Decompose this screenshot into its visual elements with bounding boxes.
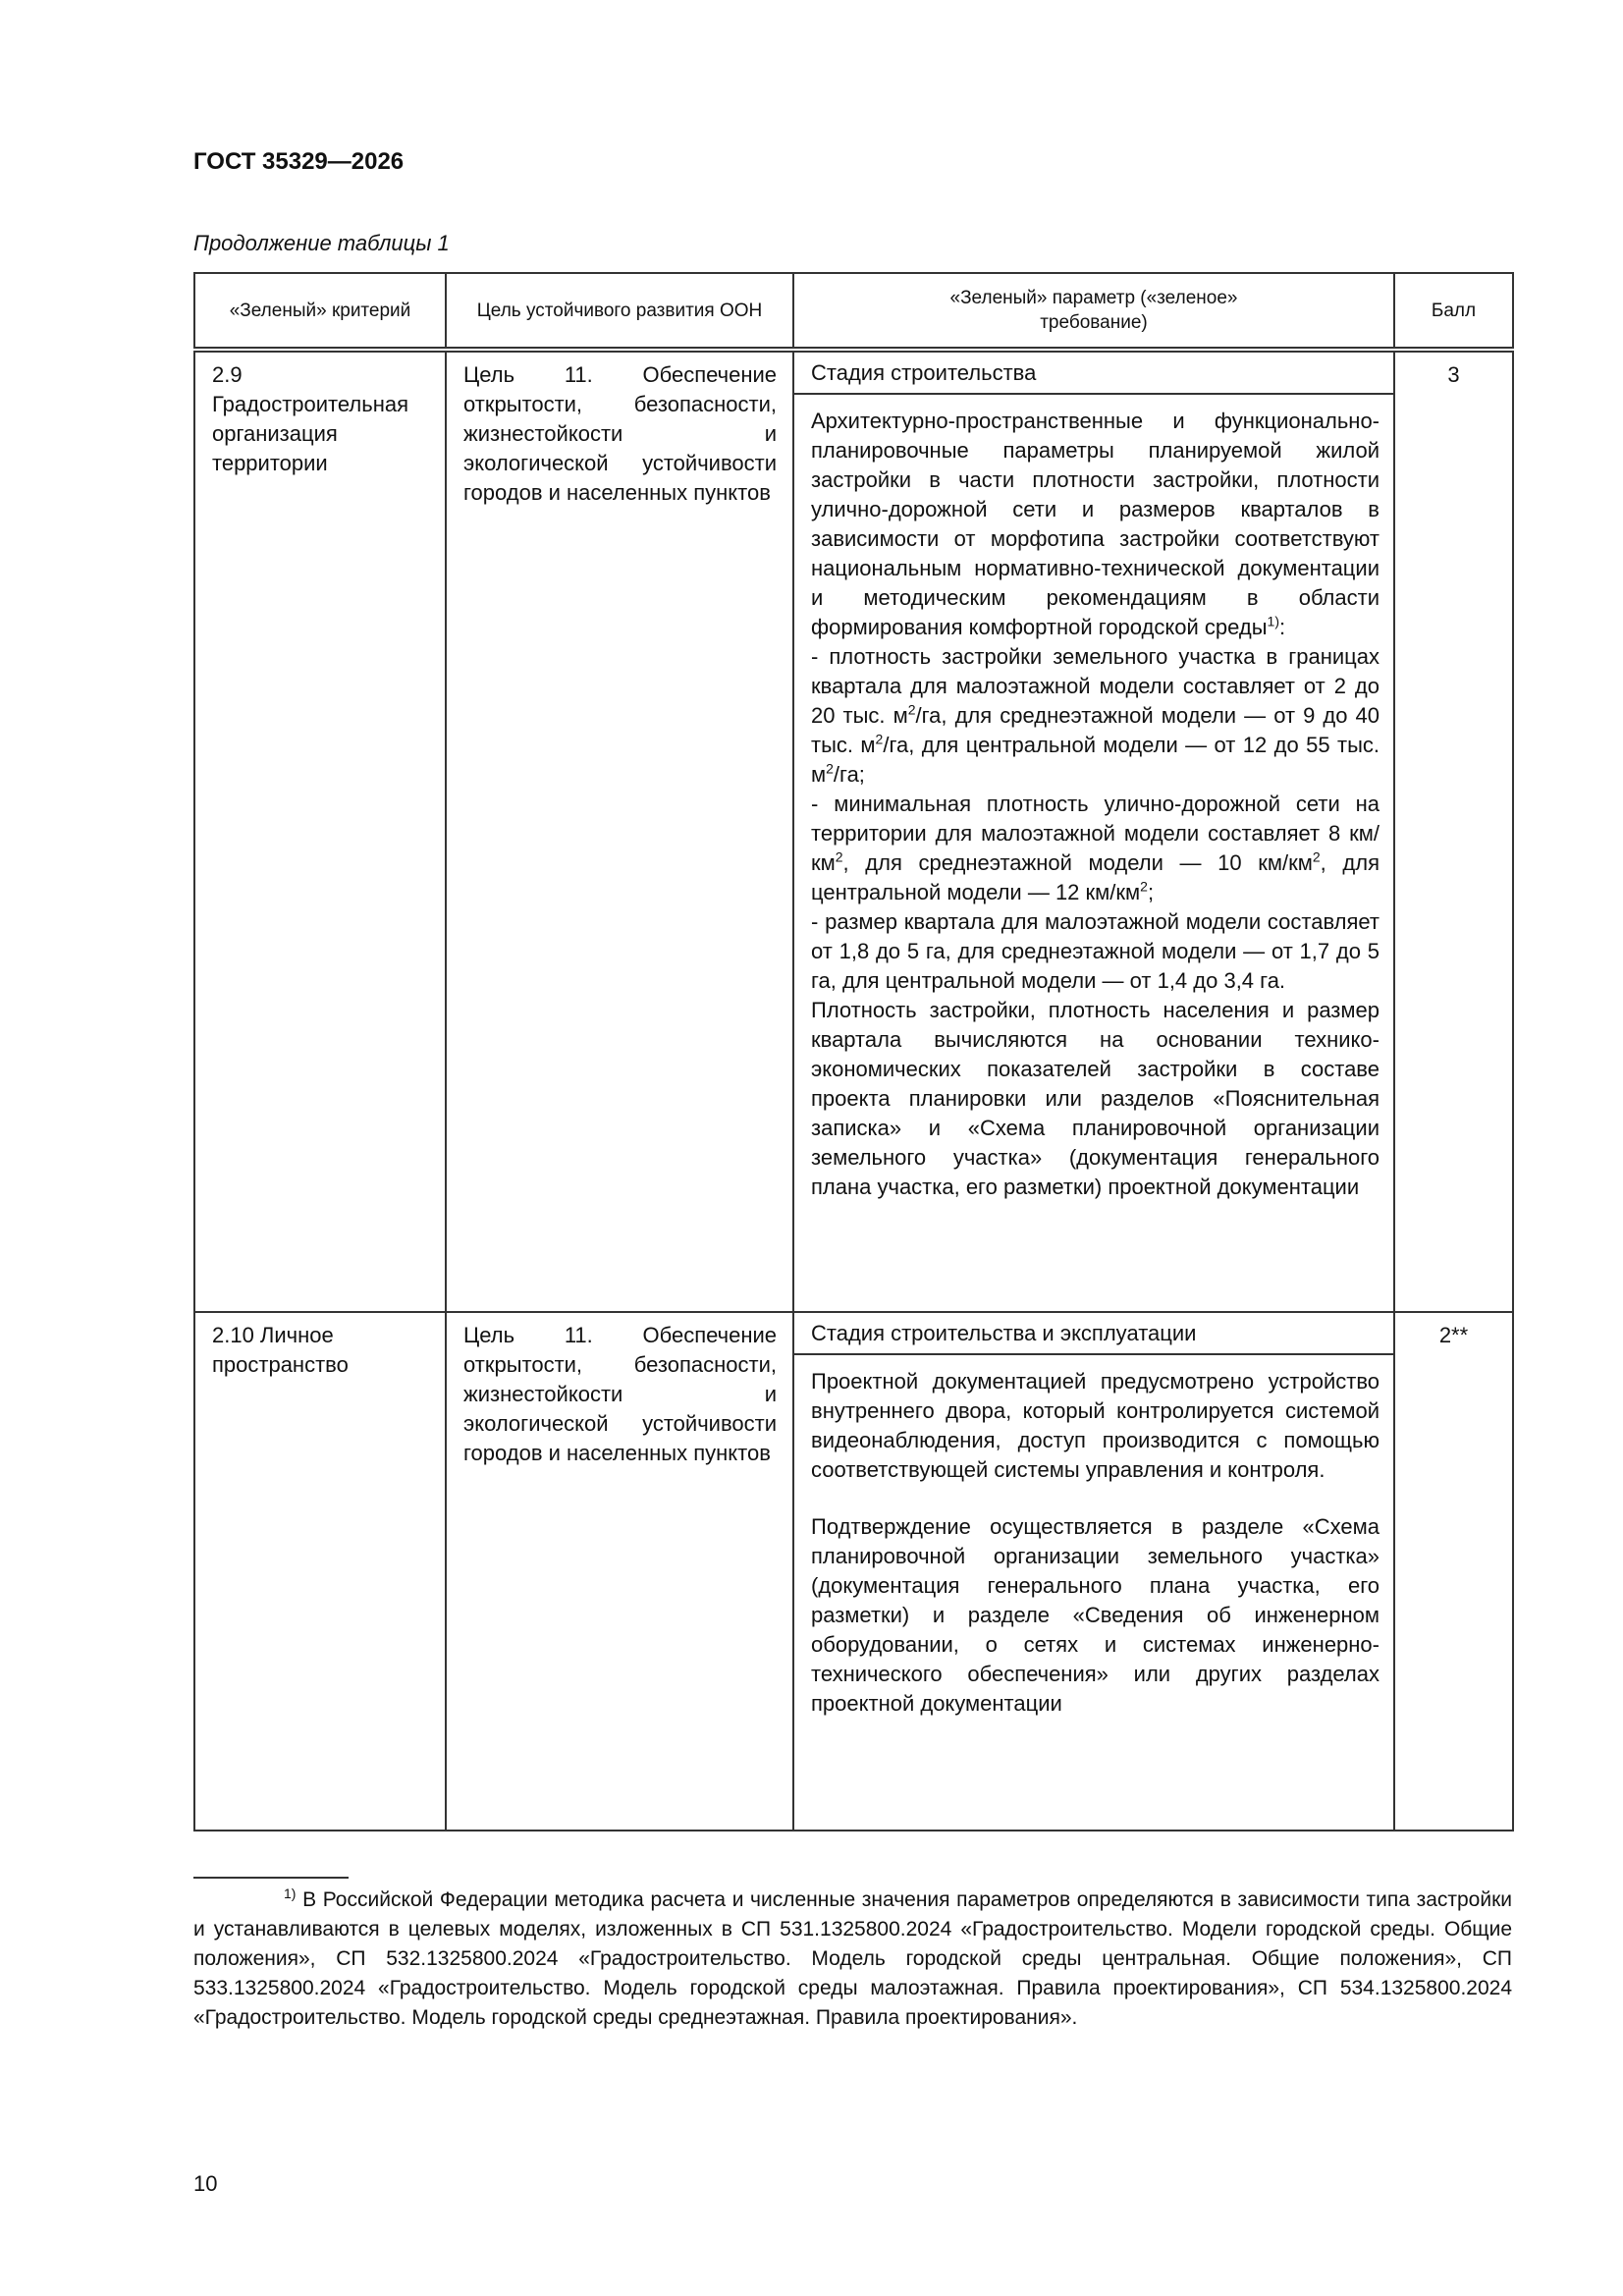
green-criteria-table bbox=[193, 272, 1514, 1831]
parameter-paragraph: Проектной документацией предусмотрено устройство внутреннего двора, который контролируется системой видеонаблюдения, доступ производится с помощью соответствующей системы управления и контроля. bbox=[811, 1369, 1380, 1482]
score-cell bbox=[1394, 350, 1513, 1312]
calculation-note: Плотность застройки, плотность населения и размер квартала вычисляются на основании технико-экономических показателей застройки в составе проекта планировки или разделов «Пояснительная записка» и «Схема планировочной организации земельного участка» (документация генерального плана участка, его разметки) проектной документации bbox=[811, 998, 1380, 1199]
goal-text: Цель 11. Обеспечение открытости, безопасности, жизнестойкости и экологической устойчивости городов и населенных пунктов bbox=[463, 362, 777, 505]
table-continuation-caption: Продолжение таблицы 1 bbox=[193, 231, 450, 255]
criterion-cell bbox=[194, 350, 446, 1312]
parameter-text bbox=[794, 1355, 1393, 1724]
parameter-cell bbox=[793, 350, 1394, 1312]
footnote bbox=[193, 1886, 1512, 2033]
table-row bbox=[194, 350, 1513, 1312]
table-row bbox=[194, 1312, 1513, 1831]
parameter-text bbox=[794, 395, 1393, 1208]
goal-cell bbox=[446, 350, 793, 1312]
footnote-reference: 1) bbox=[1267, 613, 1279, 629]
column-header-criterion: «Зеленый» критерий bbox=[194, 273, 446, 350]
parameter-cell bbox=[793, 1312, 1394, 1831]
block-size-item: - размер квартала для малоэтажной модели составляет от 1,8 до 5 га, для среднеэтажной модели — от 1,7 до 5 га, для центральной модели — от 1,4 до 3,4 га. bbox=[811, 909, 1380, 993]
parameter-intro: Архитектурно-пространственные и функционально-планировочные параметры планируемой жилой застройки в части плотности застройки, плотности улично-дорожной сети и размеров кварталов в зависимости от морфотипа застройки соответствуют национальным нормативно-технической документации и методическим рекомендациям в области формирования комфортной городской среды$^{1)}$: bbox=[811, 409, 1380, 639]
column-header-score: Балл bbox=[1394, 273, 1513, 350]
table-header-row bbox=[194, 273, 1513, 350]
column-header-goal: Цель устойчивого развития ООН bbox=[446, 273, 793, 350]
stage-label: Стадия строительства и эксплуатации bbox=[794, 1313, 1393, 1355]
footnote-separator bbox=[193, 1877, 349, 1879]
goal-text: Цель 11. Обеспечение открытости, безопасности, жизнестойкости и экологической устойчивости городов и населенных пунктов bbox=[463, 1323, 777, 1465]
building-density-item: - плотность застройки земельного участка в границах квартала для малоэтажной модели составляет от 2 до 20 тыс. $м^2/га$, для среднеэтажной модели — от 9 до 40 тыс. $м^2/га$, для центральной модели — от 12 до 55 тыс. $м^2/га$; bbox=[811, 644, 1380, 787]
column-header-parameter: «Зеленый» параметр («зеленое» требование) bbox=[793, 273, 1394, 350]
stage-label: Стадия строительства bbox=[794, 353, 1393, 395]
page-number: 10 bbox=[193, 2171, 218, 2196]
criterion-text: 2.9 Градостроительная организация территории bbox=[212, 362, 408, 475]
confirmation-paragraph: Подтверждение осуществляется в разделе «Схема планировочной организации земельного участка» (документация генерального плана участка, его разметки) и разделе «Сведения об инженерном оборудовании, о сетях и системах инженерно-технического обеспечения» или других разделах проектной документации bbox=[811, 1514, 1380, 1716]
footnote-text: В Российской Федерации методика расчета и численные значения параметров определяются в зависимости типа застройки и устанавливаются в целевых моделях, изложенных в СП 531.1325800.2024 «Градостроительство. Модели городской среды. Общие положения», СП 532.1325800.2024 «Градостроительство. Модель городской среды центральная. Общие положения», СП 533.1325800.2024 «Градостроительство. Модель городской среды малоэтажная. Правила проектирования», СП 534.1325800.2024 «Градостроительство. Модель городской среды среднеэтажная. Правила проектирования». bbox=[193, 1888, 1512, 2029]
document-header: ГОСТ 35329—2026 bbox=[193, 148, 405, 175]
footnote-mark: 1) bbox=[284, 1886, 297, 1901]
score-value: 2** bbox=[1438, 1323, 1469, 1347]
street-network-density-item: - минимальная плотность улично-дорожной сети на территории для малоэтажной модели составляет 8 $км/км^2$, для среднеэтажной модели — 10 $км/км^2$, для центральной модели — 12 $км/км^2$; bbox=[811, 792, 1380, 904]
goal-cell bbox=[446, 1312, 793, 1831]
score-value: 3 bbox=[1447, 362, 1460, 387]
criterion-cell bbox=[194, 1312, 446, 1831]
criterion-text: 2.10 Личное пространство bbox=[212, 1323, 349, 1377]
score-cell bbox=[1394, 1312, 1513, 1831]
